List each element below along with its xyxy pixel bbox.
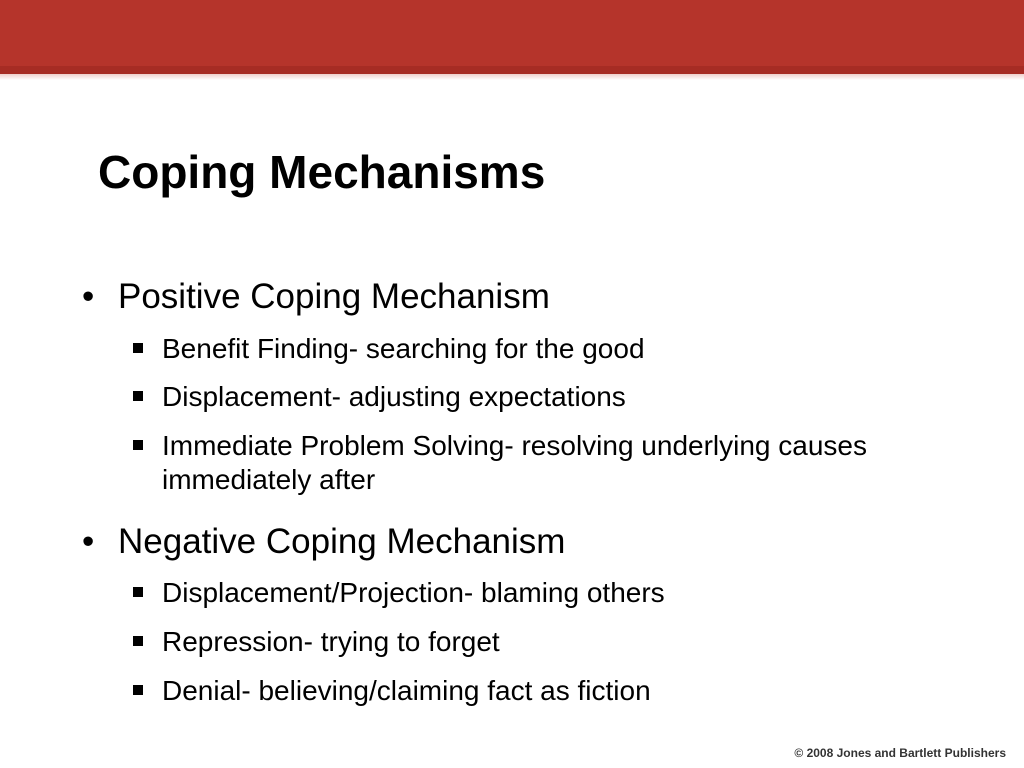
bullet-label: Positive Coping Mechanism bbox=[118, 277, 550, 316]
square-bullet-icon bbox=[133, 343, 143, 353]
header-bar-glow bbox=[0, 74, 1024, 80]
sub-bullet-label: Immediate Problem Solving- resolving underlying causes immediately after bbox=[162, 430, 868, 495]
slide-title: Coping Mechanisms bbox=[98, 146, 546, 198]
bullet-label: Negative Coping Mechanism bbox=[118, 522, 566, 561]
header-bar bbox=[0, 0, 1024, 74]
square-bullet-icon bbox=[133, 636, 143, 646]
square-bullet-icon bbox=[133, 685, 143, 695]
sub-bullet-label: Denial- believing/claiming fact as fiction bbox=[162, 675, 651, 706]
bullet-dot-icon: • bbox=[82, 277, 95, 316]
square-bullet-icon bbox=[133, 391, 143, 401]
header-bar-shadow bbox=[0, 66, 1024, 74]
sub-bullet-label: Repression- trying to forget bbox=[162, 626, 500, 657]
sub-bullet-label: Displacement- adjusting expectations bbox=[162, 381, 626, 412]
square-bullet-icon bbox=[133, 440, 143, 450]
square-bullet-icon bbox=[133, 587, 143, 597]
bullet-dot-icon: • bbox=[82, 522, 95, 561]
copyright-notice: © 2008 Jones and Bartlett Publishers bbox=[794, 746, 1006, 760]
sub-bullet-label: Benefit Finding- searching for the good bbox=[162, 333, 645, 364]
sub-bullet-label: Displacement/Projection- blaming others bbox=[162, 577, 665, 608]
